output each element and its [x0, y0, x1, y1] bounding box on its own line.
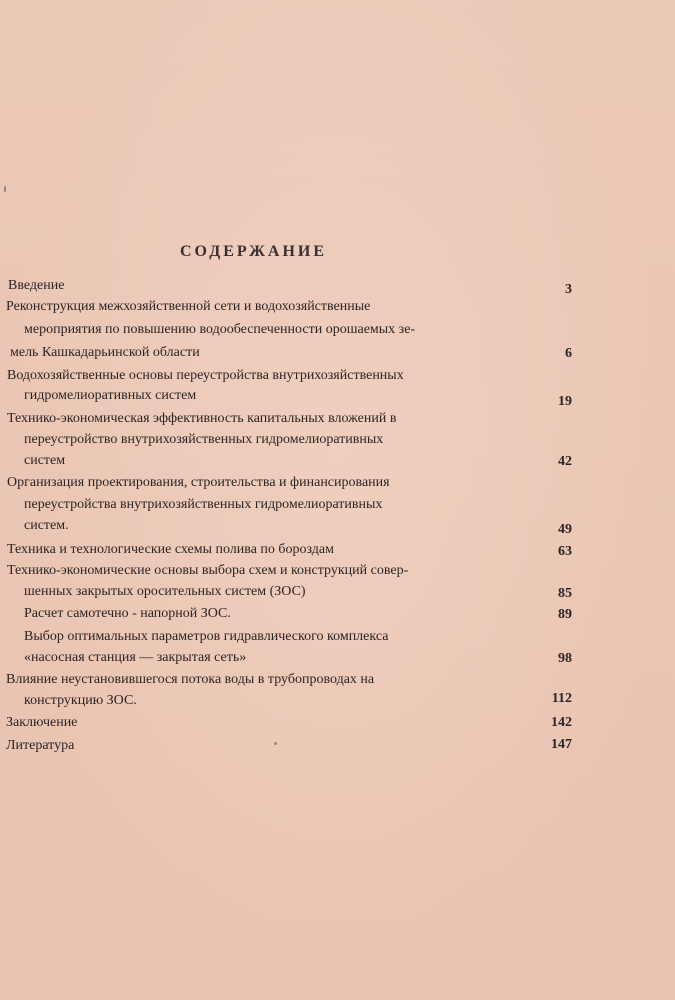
toc-entry-line: Выбор оптимальных параметров гидравлического комплекса — [24, 629, 389, 644]
toc-entry-page: 85 — [558, 586, 572, 601]
toc-entry-page: 42 — [558, 454, 572, 469]
toc-entry-line: Техника и технологические схемы полива по бороздам — [7, 542, 335, 557]
toc-entry-line: переустройства внутрихозяйственных гидромелиоративных — [24, 497, 383, 512]
toc-entry-page: 142 — [551, 715, 572, 730]
toc-entry-line: Водохозяйственные основы переустройства внутрихозяйственных — [7, 368, 404, 383]
toc-entry-page: 63 — [558, 544, 572, 559]
toc-entry-page: 89 — [558, 607, 572, 622]
toc-entry-line: Технико-экономическая эффективность капитальных вложений в — [7, 411, 397, 426]
toc-heading-text: СОДЕРЖАНИЕ — [180, 243, 328, 260]
toc-entry-line: Расчет самотечно - напорной ЗОС. — [24, 606, 231, 621]
toc-entry-line: Введение — [8, 278, 65, 293]
toc-entry-line: Влияние неустановившегося потока воды в трубопроводах на — [6, 672, 375, 687]
toc-entry-page: 147 — [551, 737, 572, 752]
toc-entry-page: 112 — [551, 691, 572, 706]
toc-entry-line: систем — [24, 453, 66, 468]
toc-entry-page: 98 — [558, 651, 572, 666]
toc-entry-page: 6 — [565, 346, 572, 361]
toc-entry-line: Технико-экономические основы выбора схем и конструкций совер- — [7, 563, 409, 578]
toc-entry-line: Организация проектирования, строительства и финансирования — [7, 475, 390, 490]
toc-entry-line: конструкцию ЗОС. — [24, 693, 137, 708]
toc-entry-line: «насосная станция — закрытая сеть» — [24, 650, 247, 665]
toc-entry-line: мель Кашкадарьинской области — [10, 345, 200, 360]
toc-entry-line: мероприятия по повышению водообеспеченности орошаемых зе- — [24, 322, 416, 337]
toc-entry-line: шенных закрытых оросительных систем (ЗОС) — [24, 584, 306, 599]
toc-entry-line: Литература — [6, 738, 75, 753]
paper-speck — [274, 742, 277, 745]
toc-entry-line: Реконструкция межхозяйственной сети и водохозяйственные — [6, 299, 371, 314]
toc-entry-line: гидромелиоративных систем — [24, 388, 197, 403]
toc-entry-line: переустройство внутрихозяйственных гидромелиоративных — [24, 432, 384, 447]
toc-entry-line: Заключение — [6, 715, 78, 730]
toc-entry-page: 3 — [565, 282, 572, 297]
paper-speck — [4, 186, 6, 192]
toc-entry-page: 19 — [558, 394, 572, 409]
toc-entry-line: систем. — [24, 518, 69, 533]
toc-entry-page: 49 — [558, 522, 572, 537]
